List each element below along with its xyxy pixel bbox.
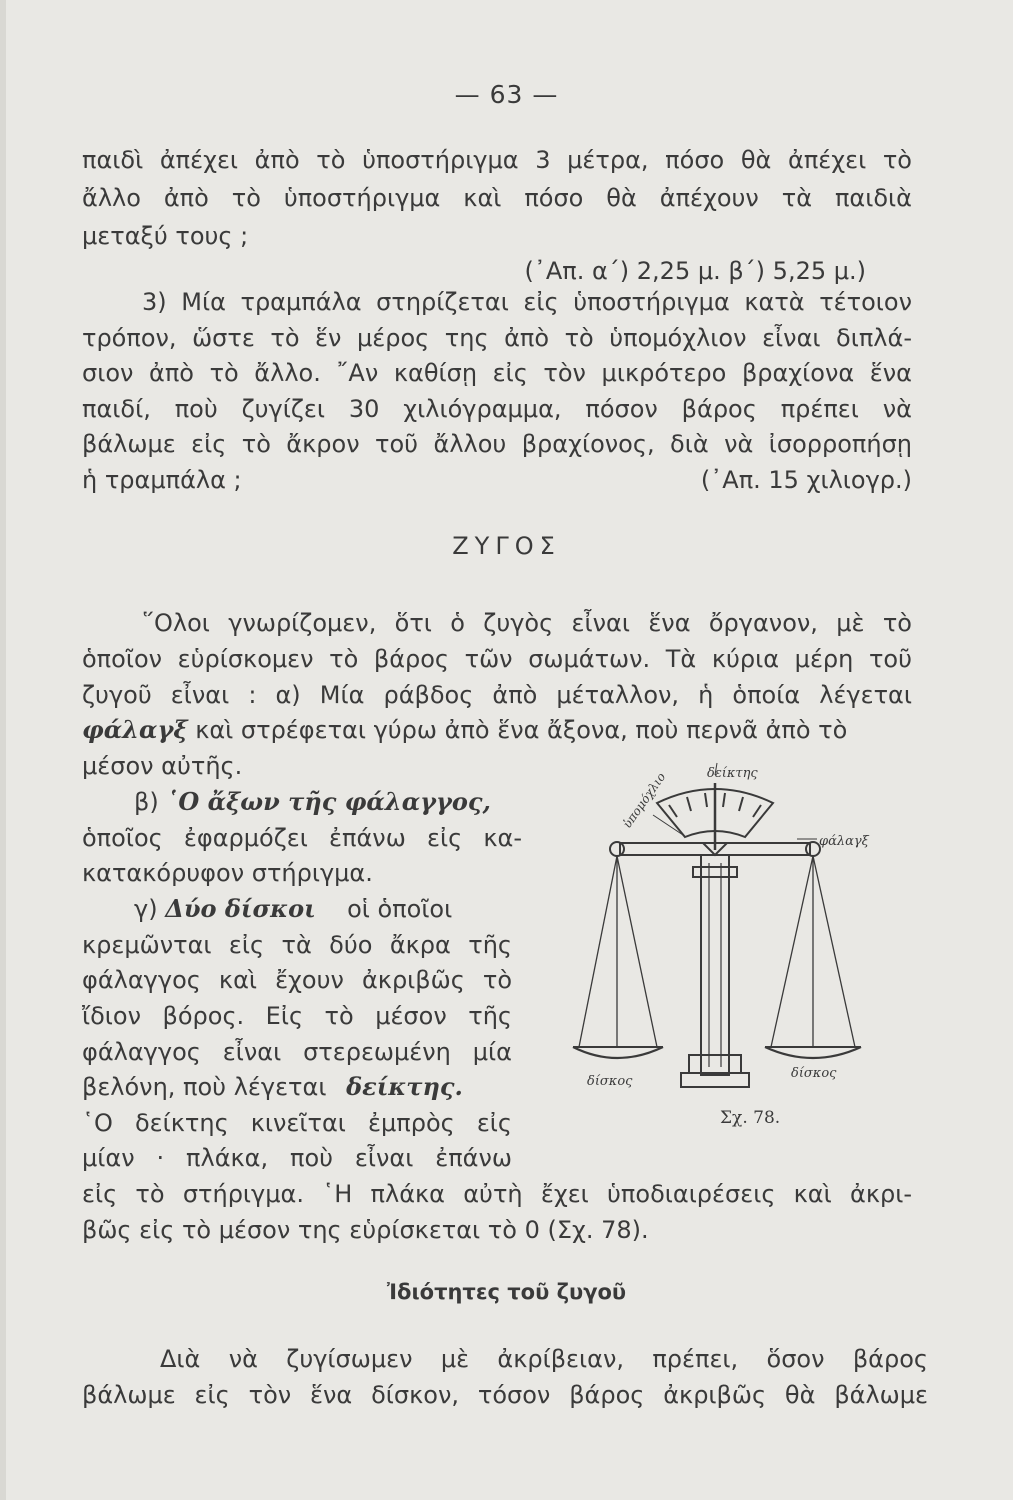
para1-line-2: ὁποῖον εὑρίσκομεν τὸ βάρος τῶν σωμάτων. Τὰ κύρια μέρη τοῦ: [82, 645, 912, 673]
column-base-top: [689, 1055, 741, 1073]
term-phalanx: φάλαγξ: [82, 715, 188, 744]
problem3-line-6: ἡ τραμπάλα ;: [82, 466, 242, 494]
problem3-line-2: τρόπον, ὥστε τὸ ἕν μέρος της ἀπὸ τὸ ὑπομόχλιον εἶναι διπλά-: [82, 324, 912, 352]
problem3-line-4: παιδί, ποὺ ζυγίζει 30 χιλιόγραμμα, πόσον βάρος πρέπει νὰ: [82, 395, 912, 423]
problem-cont-line-1: παιδὶ ἀπέχει ἀπὸ τὸ ὑποστήριγμα 3 μέτρα, πόσο θὰ ἀπέχει τὸ: [82, 146, 912, 174]
beam-end-right: [806, 842, 820, 856]
right-pan: [765, 1047, 861, 1058]
fulcrum-leader: [653, 815, 683, 835]
problem3-line-5: βάλωμε εἰς τὸ ἄκρον τοῦ ἄλλου βραχίονος, διὰ νὰ ἰσορροπήσῃ: [82, 430, 912, 458]
beam-end-left: [610, 842, 624, 856]
problem-cont-line-2: ἄλλο ἀπὸ τὸ ὑποστήριγμα καὶ πόσο θὰ ἀπέχουν τὰ παιδιὰ: [82, 184, 912, 212]
para1-line-3: ζυγοῦ εἶναι : α) Μία ράβδος ἀπὸ μέταλλον, ἡ ὁποία λέγεται: [82, 681, 912, 709]
term-pointer: δείκτης.: [346, 1072, 463, 1101]
section-heading: ΖΥΓΟΣ: [452, 532, 561, 560]
para3-line-5: φάλαγγος εἶναι στερεωμένη μία: [82, 1038, 512, 1066]
para4-line-1: Διὰ νὰ ζυγίσωμεν μὲ ἀκρίβειαν, πρέπει, ὅσον βάρος: [160, 1345, 928, 1373]
page-edge: [0, 0, 6, 1500]
para1-line-1: ῞Ολοι γνωρίζομεν, ὅτι ὁ ζυγὸς εἶναι ἕνα ὄργανον, μὲ τὸ: [142, 609, 912, 637]
para3-line-1: [134, 891, 452, 927]
column-collar: [693, 867, 737, 877]
problem-answer: (᾿Απ. α΄) 2,25 μ. β΄) 5,25 μ.): [524, 257, 866, 285]
para3-line-6: [82, 1069, 463, 1105]
para3-prefix: γ): [134, 895, 158, 923]
problem-cont-line-3: μεταξύ τους ;: [82, 222, 249, 250]
column: [701, 855, 729, 1075]
label-fulcrum: ὑπομόχλιο: [619, 770, 669, 831]
para3-line-1-rest: οἱ ὁποῖοι: [347, 895, 453, 923]
label-beam: φάλαγξ: [819, 834, 869, 849]
para3-line-6-pre: βελόνη, ποὺ λέγεται: [82, 1073, 327, 1101]
label-pan-right: δίσκος: [791, 1066, 837, 1081]
para2-prefix: β): [134, 788, 159, 816]
term-axis: ῾Ο ἄξων τῆς φάλαγγος,: [166, 787, 491, 816]
figure-caption: Σχ. 78.: [720, 1108, 781, 1128]
para3-line-8: μίαν · πλάκα, ποὺ εἶναι ἐπάνω: [82, 1144, 512, 1172]
balance-scale-figure: [565, 755, 905, 1135]
para2-line-2: ὁποῖος ἐφαρμόζει ἐπάνω εἰς κα-: [82, 824, 522, 852]
problem3-line-1: 3) Μία τραμπάλα στηρίζεται εἰς ὑποστήριγμα κατὰ τέτοιον: [142, 288, 912, 316]
page-number: — 63 —: [454, 80, 559, 109]
problem3-line-3: σιον ἀπὸ τὸ ἄλλο. ῎Αν καθίσῃ εἰς τὸν μικρότερο βραχίονα ἕνα: [82, 359, 912, 387]
subheading: Ἰδιότητες τοῦ ζυγοῦ: [386, 1280, 627, 1304]
label-pointer: δείκτης: [707, 766, 758, 781]
para3-line-7: ῾Ο δείκτης κινεῖται ἐμπρὸς εἰς: [82, 1109, 512, 1137]
para3-line-10: βῶς εἰς τὸ μέσον της εὑρίσκεται τὸ 0 (Σχ. 78).: [82, 1216, 649, 1244]
problem3-answer: (᾿Απ. 15 χιλιογρ.): [700, 466, 912, 494]
para2-line-3: κατακόρυφον στήριγμα.: [82, 859, 373, 887]
para3-line-4: ἴδιον βόρος. Εἰς τὸ μέσον τῆς: [82, 1002, 512, 1030]
para1-line-4-rest: καὶ στρέφεται γύρω ἀπὸ ἕνα ἄξονα, ποὺ περνᾶ ἀπὸ τὸ: [195, 716, 848, 744]
term-pans: Δύο δίσκοι: [165, 894, 316, 923]
para4-line-2: βάλωμε εἰς τὸν ἕνα δίσκον, τόσον βάρος ἀκριβῶς θὰ βάλωμε: [82, 1381, 928, 1409]
para2-line-1: [134, 784, 491, 820]
para3-line-3: φάλαγγος καὶ ἔχουν ἀκριβῶς τὸ: [82, 966, 512, 994]
para1-line-4: [82, 712, 847, 748]
para1-line-5: μέσον αὐτῆς.: [82, 752, 243, 780]
left-pan: [573, 1047, 663, 1058]
para3-line-2: κρεμῶνται εἰς τὰ δύο ἄκρα τῆς: [82, 931, 512, 959]
para3-line-9: εἰς τὸ στήριγμα. ῾Η πλάκα αὐτὴ ἔχει ὑποδιαιρέσεις καὶ ἀκρι-: [82, 1180, 912, 1208]
label-pan-left: δίσκος: [587, 1074, 633, 1089]
